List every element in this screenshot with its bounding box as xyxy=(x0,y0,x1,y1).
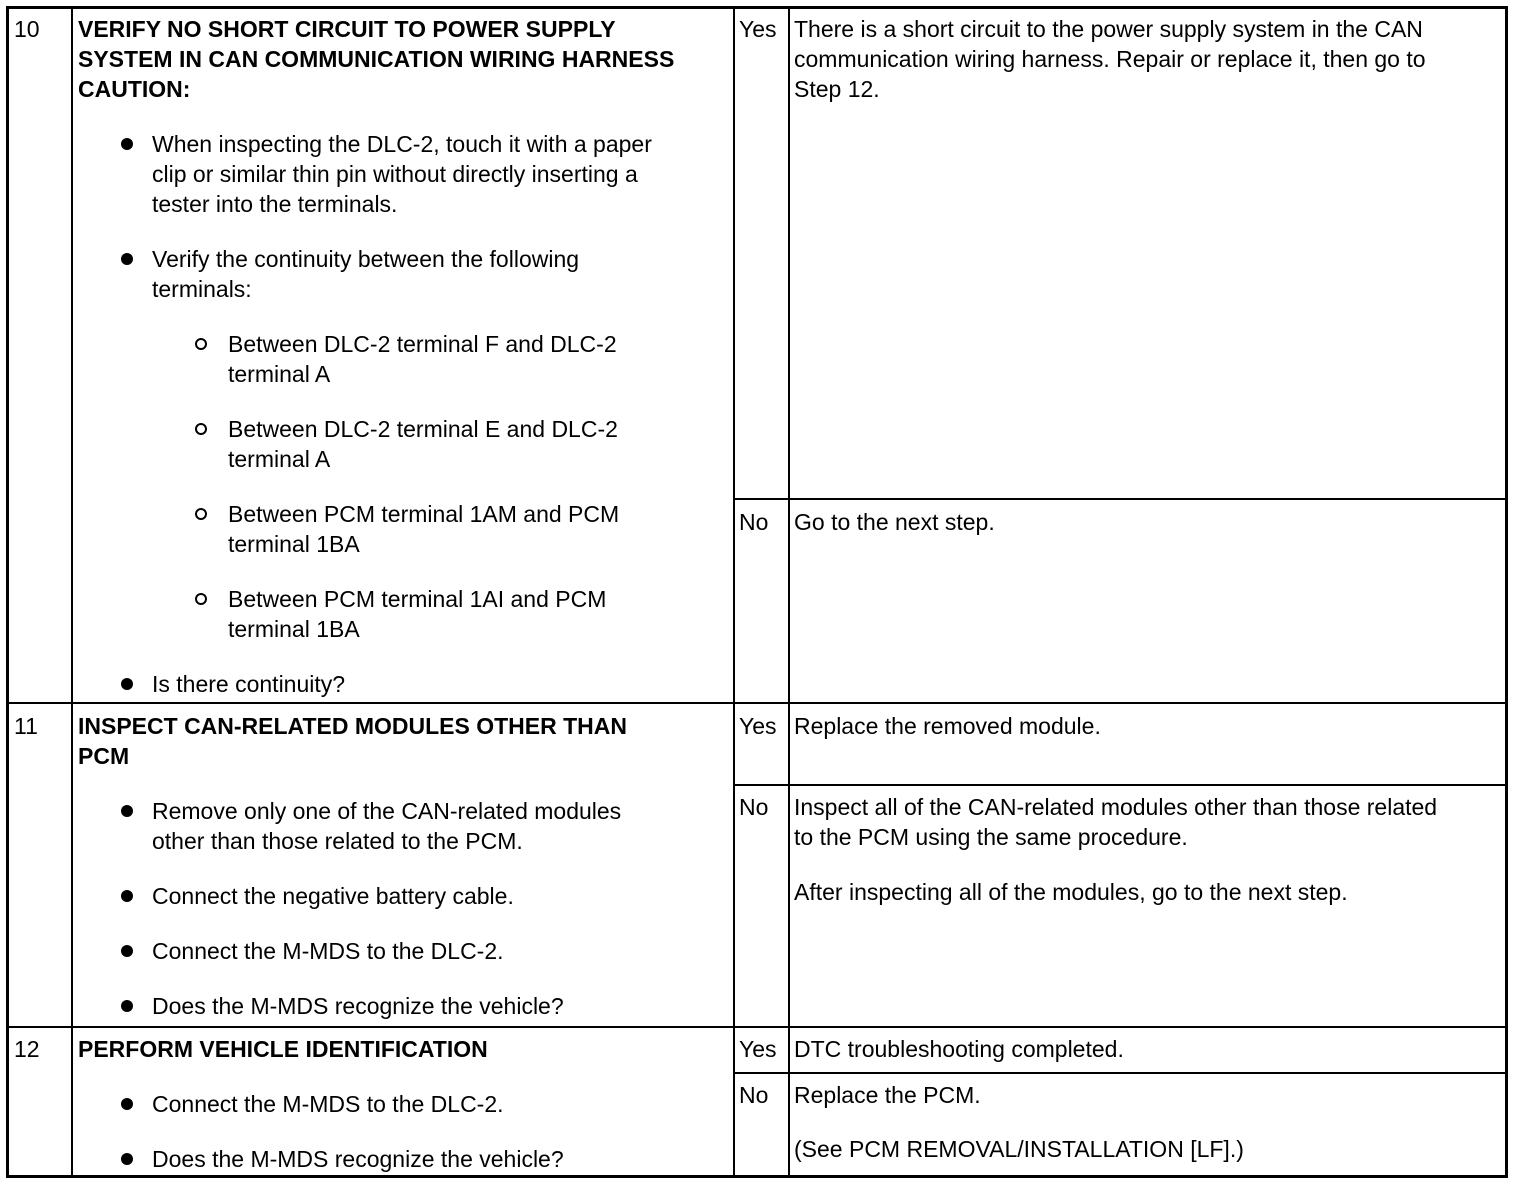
bullet-text: Does the M-MDS recognize the vehicle? xyxy=(152,993,564,1019)
yes-label: Yes xyxy=(739,16,777,42)
bullet-text: other than those related to the PCM. xyxy=(152,828,523,854)
step-title-line: SYSTEM IN CAN COMMUNICATION WIRING HARNESS xyxy=(78,46,675,72)
no-label: No xyxy=(739,794,769,820)
sub-bullet-text: Between PCM terminal 1AI and PCM xyxy=(228,586,607,612)
sub-bullet-text: terminal A xyxy=(228,446,331,472)
bullet-dot xyxy=(121,945,133,957)
bullet-text: Remove only one of the CAN-related modules xyxy=(152,798,622,824)
bullet-dot xyxy=(121,678,133,690)
no-label: No xyxy=(739,1082,769,1108)
column-divider-result xyxy=(788,6,790,1178)
sub-bullet-text: Between DLC-2 terminal E and DLC-2 xyxy=(228,416,618,442)
step-number: 11 xyxy=(14,713,38,739)
bullet-text: Verify the continuity between the following xyxy=(152,246,580,272)
step-title-line: PCM xyxy=(78,743,130,769)
step-number: 10 xyxy=(14,16,40,42)
yes-result-text: Replace the removed module. xyxy=(794,713,1101,739)
yes-result-text: DTC troubleshooting completed. xyxy=(794,1036,1124,1062)
bullet-text: clip or similar thin pin without directly inserting a xyxy=(152,161,638,187)
step-number: 12 xyxy=(14,1036,40,1062)
step-title-line: CAUTION: xyxy=(78,76,191,102)
step-title-line: VERIFY NO SHORT CIRCUIT TO POWER SUPPLY xyxy=(78,16,616,42)
sub-bullet-circle xyxy=(195,593,207,605)
row-divider-11-12 xyxy=(6,1026,1508,1028)
step-title-line: PERFORM VEHICLE IDENTIFICATION xyxy=(78,1036,488,1062)
yes-result-text: Step 12. xyxy=(794,76,880,102)
sub-bullet-circle xyxy=(195,338,207,350)
sub-bullet-text: terminal 1BA xyxy=(228,616,360,642)
bullet-text: Is there continuity? xyxy=(152,671,346,697)
no-result-text: Go to the next step. xyxy=(794,509,995,535)
no-label: No xyxy=(739,509,769,535)
yes-label: Yes xyxy=(739,713,777,739)
no-result-text: to the PCM using the same procedure. xyxy=(794,824,1188,850)
sub-bullet-text: Between DLC-2 terminal F and DLC-2 xyxy=(228,331,617,357)
bullet-dot xyxy=(121,1098,133,1110)
no-result-text: (See PCM REMOVAL/INSTALLATION [LF].) xyxy=(794,1136,1244,1162)
column-divider-action xyxy=(733,6,735,1178)
no-result-text: After inspecting all of the modules, go to the next step. xyxy=(794,879,1348,905)
no-result-text: Replace the PCM. xyxy=(794,1082,981,1108)
yes-label: Yes xyxy=(739,1036,777,1062)
bullet-dot xyxy=(121,138,133,150)
yes-no-divider-10 xyxy=(733,498,1508,500)
yes-result-text: communication wiring harness. Repair or replace it, then go to xyxy=(794,46,1426,72)
sub-bullet-text: terminal A xyxy=(228,361,331,387)
bullet-dot xyxy=(121,253,133,265)
bullet-text: Connect the negative battery cable. xyxy=(152,883,514,909)
sub-bullet-text: terminal 1BA xyxy=(228,531,360,557)
yes-no-divider-12 xyxy=(733,1072,1508,1074)
sub-bullet-circle xyxy=(195,423,207,435)
bullet-dot xyxy=(121,1153,133,1165)
bullet-dot xyxy=(121,805,133,817)
bullet-text: terminals: xyxy=(152,276,252,302)
bullet-text: Connect the M-MDS to the DLC-2. xyxy=(152,938,504,964)
bullet-text: Connect the M-MDS to the DLC-2. xyxy=(152,1091,504,1117)
bullet-dot xyxy=(121,1000,133,1012)
row-divider-10-11 xyxy=(6,702,1508,704)
bullet-text: When inspecting the DLC-2, touch it with a paper xyxy=(152,131,652,157)
bullet-text: tester into the terminals. xyxy=(152,191,398,217)
bullet-dot xyxy=(121,890,133,902)
yes-no-divider-11 xyxy=(733,784,1508,786)
sub-bullet-circle xyxy=(195,508,207,520)
step-title-line: INSPECT CAN-RELATED MODULES OTHER THAN xyxy=(78,713,628,739)
bullet-text: Does the M-MDS recognize the vehicle? xyxy=(152,1146,564,1172)
sub-bullet-text: Between PCM terminal 1AM and PCM xyxy=(228,501,620,527)
column-divider-step xyxy=(71,6,73,1178)
no-result-text: Inspect all of the CAN-related modules other than those related xyxy=(794,794,1438,820)
yes-result-text: There is a short circuit to the power supply system in the CAN xyxy=(794,16,1423,42)
